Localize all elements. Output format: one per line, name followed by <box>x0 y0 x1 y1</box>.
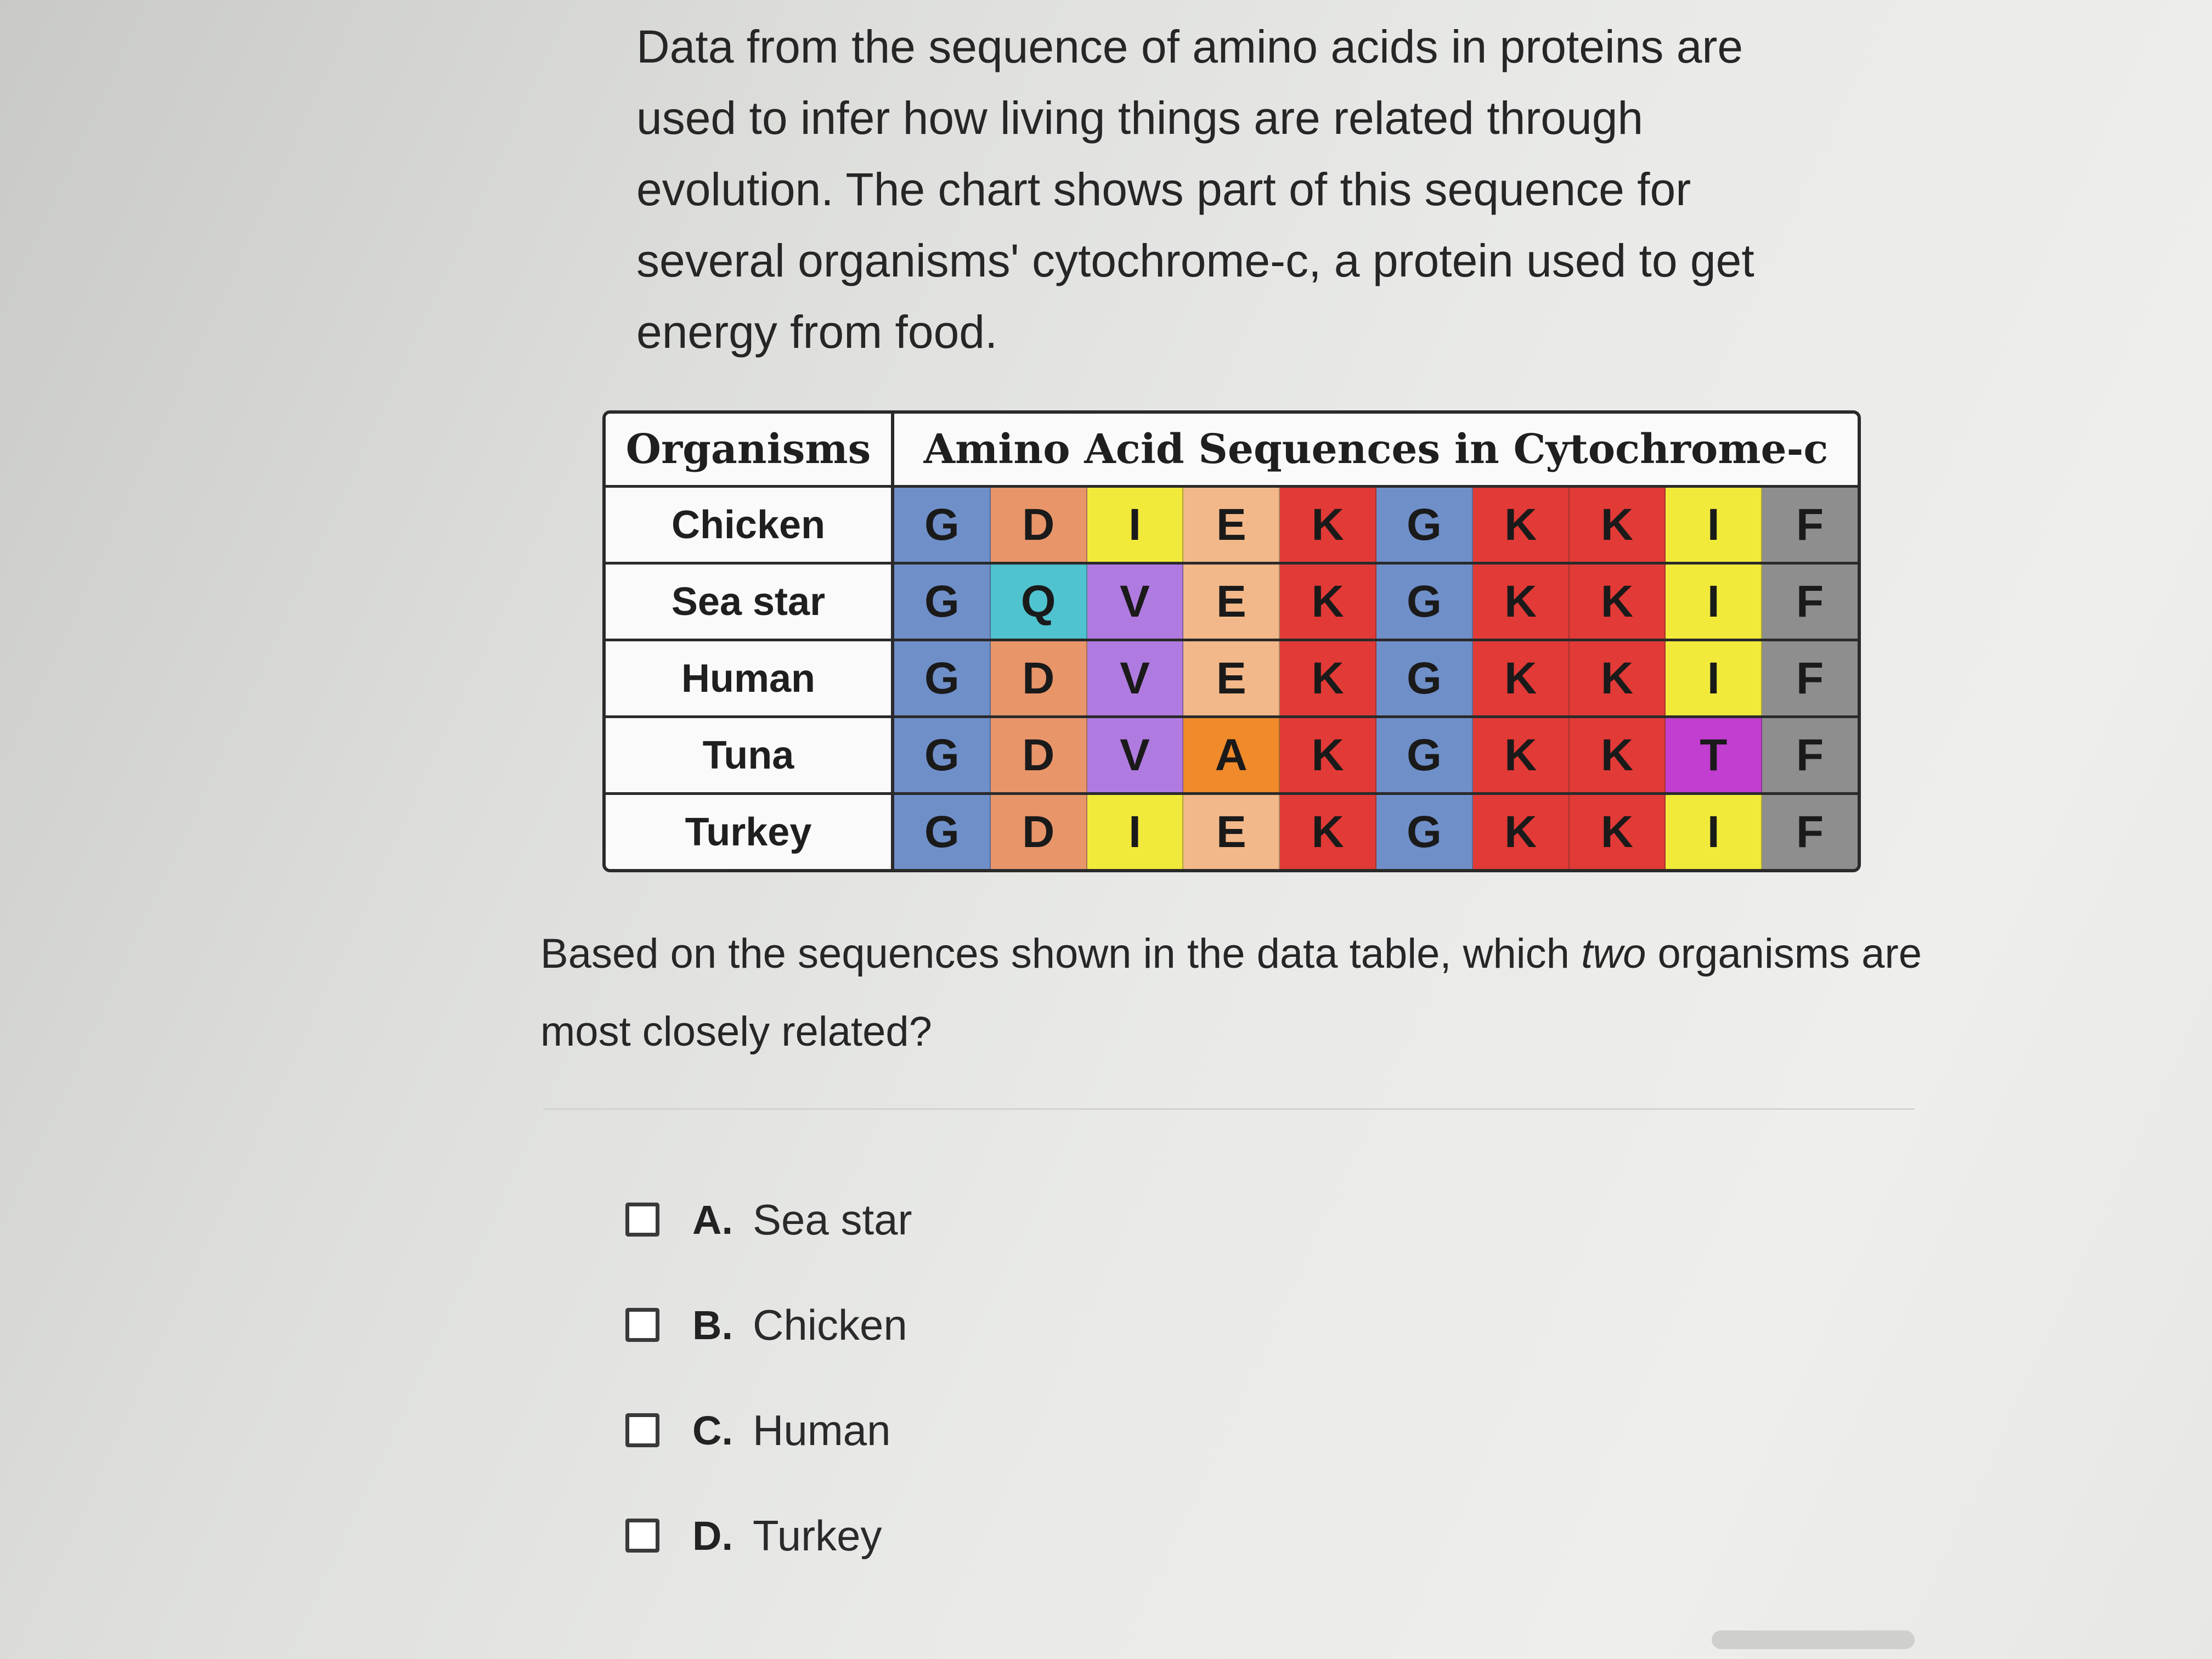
amino-acid-cell: K <box>1280 488 1376 562</box>
choice-b[interactable] <box>625 1295 907 1355</box>
intro-line: energy from food. <box>636 306 998 358</box>
amino-acid-cell: G <box>1376 641 1473 715</box>
amino-acid-cell: K <box>1570 718 1666 792</box>
amino-acid-cell: V <box>1087 641 1184 715</box>
choice-label: Sea star <box>753 1195 912 1244</box>
amino-acid-cell: A <box>1183 718 1280 792</box>
choice-label: Human <box>753 1406 891 1454</box>
amino-acid-cell: K <box>1280 795 1376 869</box>
amino-acid-cell: E <box>1183 565 1280 639</box>
intro-line: several organisms' cytochrome-c, a protein used to get <box>636 235 1754 286</box>
amino-acid-table <box>602 410 1861 872</box>
amino-acid-cell: G <box>894 641 991 715</box>
amino-acid-cell: G <box>894 718 991 792</box>
choice-label: Chicken <box>753 1300 907 1349</box>
choice-letter: D. <box>692 1513 733 1559</box>
amino-acid-cell: K <box>1570 565 1666 639</box>
amino-acid-cell: V <box>1087 565 1184 639</box>
organism-name: Tuna <box>606 718 894 792</box>
sequence-cells <box>894 488 1858 562</box>
sequence-cells <box>894 718 1858 792</box>
amino-acid-cell: G <box>1376 718 1473 792</box>
table-row <box>606 792 1858 869</box>
table-row <box>606 639 1858 715</box>
amino-acid-cell: I <box>1666 565 1762 639</box>
amino-acid-cell: I <box>1666 795 1762 869</box>
amino-acid-cell: G <box>1376 795 1473 869</box>
amino-acid-cell: K <box>1473 488 1570 562</box>
sequences-header: Amino Acid Sequences in Cytochrome-c <box>923 426 1829 473</box>
amino-acid-cell: G <box>1376 488 1473 562</box>
amino-acid-cell: I <box>1087 795 1184 869</box>
choice-a[interactable] <box>625 1189 912 1250</box>
amino-acid-cell: V <box>1087 718 1184 792</box>
amino-acid-cell: G <box>894 565 991 639</box>
organism-name: Human <box>606 641 894 715</box>
amino-acid-cell: K <box>1570 641 1666 715</box>
question-line-2: most closely related? <box>540 1008 932 1055</box>
amino-acid-cell: K <box>1280 641 1376 715</box>
amino-acid-cell: F <box>1762 718 1858 792</box>
table-row <box>606 562 1858 639</box>
question-prefix: Based on the sequences shown in the data table, which <box>540 930 1582 977</box>
organism-name: Turkey <box>606 795 894 869</box>
amino-acid-cell: F <box>1762 488 1858 562</box>
amino-acid-cell: K <box>1570 488 1666 562</box>
intro-paragraph <box>636 11 1799 368</box>
choice-b-checkbox[interactable] <box>625 1308 659 1342</box>
amino-acid-cell: I <box>1666 488 1762 562</box>
question-emphasis: two <box>1581 930 1646 977</box>
amino-acid-cell: G <box>894 795 991 869</box>
choice-c[interactable] <box>625 1400 890 1460</box>
divider <box>543 1108 1915 1110</box>
amino-acid-cell: D <box>991 718 1087 792</box>
choice-letter: B. <box>692 1302 733 1348</box>
amino-acid-cell: K <box>1280 565 1376 639</box>
organism-name: Sea star <box>606 565 894 639</box>
choice-d[interactable] <box>625 1505 882 1566</box>
sequence-cells <box>894 565 1858 639</box>
amino-acid-cell: F <box>1762 795 1858 869</box>
intro-line: used to infer how living things are related through <box>636 92 1644 144</box>
amino-acid-cell: E <box>1183 641 1280 715</box>
amino-acid-cell: T <box>1666 718 1762 792</box>
amino-acid-cell: E <box>1183 488 1280 562</box>
choice-letter: A. <box>692 1197 733 1243</box>
amino-acid-cell: G <box>1376 565 1473 639</box>
amino-acid-cell: K <box>1473 641 1570 715</box>
choice-a-checkbox[interactable] <box>625 1203 659 1237</box>
amino-acid-cell: I <box>1666 641 1762 715</box>
amino-acid-cell: I <box>1087 488 1184 562</box>
intro-line: Data from the sequence of amino acids in proteins are <box>636 21 1743 72</box>
amino-acid-cell: F <box>1762 641 1858 715</box>
intro-line: evolution. The chart shows part of this sequence for <box>636 163 1691 215</box>
question-suffix: organisms are <box>1646 930 1922 977</box>
amino-acid-cell: K <box>1473 565 1570 639</box>
amino-acid-cell: K <box>1473 718 1570 792</box>
table-header-row <box>606 414 1858 485</box>
sequence-cells <box>894 641 1858 715</box>
table-row <box>606 715 1858 792</box>
organisms-header: Organisms <box>606 414 894 485</box>
choice-d-checkbox[interactable] <box>625 1519 659 1553</box>
amino-acid-cell: K <box>1570 795 1666 869</box>
amino-acid-cell: D <box>991 488 1087 562</box>
amino-acid-cell: Q <box>991 565 1087 639</box>
organism-name: Chicken <box>606 488 894 562</box>
amino-acid-cell: K <box>1280 718 1376 792</box>
choice-label: Turkey <box>753 1511 882 1560</box>
choice-c-checkbox[interactable] <box>625 1413 659 1447</box>
amino-acid-cell: G <box>894 488 991 562</box>
question-text <box>540 915 1922 1071</box>
table-row <box>606 485 1858 562</box>
amino-acid-cell: E <box>1183 795 1280 869</box>
sequence-cells <box>894 795 1858 869</box>
amino-acid-cell: K <box>1473 795 1570 869</box>
amino-acid-cell: D <box>991 795 1087 869</box>
scrollbar-thumb[interactable] <box>1712 1630 1915 1649</box>
amino-acid-cell: F <box>1762 565 1858 639</box>
question-line-1 <box>540 915 1922 993</box>
choice-letter: C. <box>692 1407 733 1453</box>
amino-acid-cell: D <box>991 641 1087 715</box>
